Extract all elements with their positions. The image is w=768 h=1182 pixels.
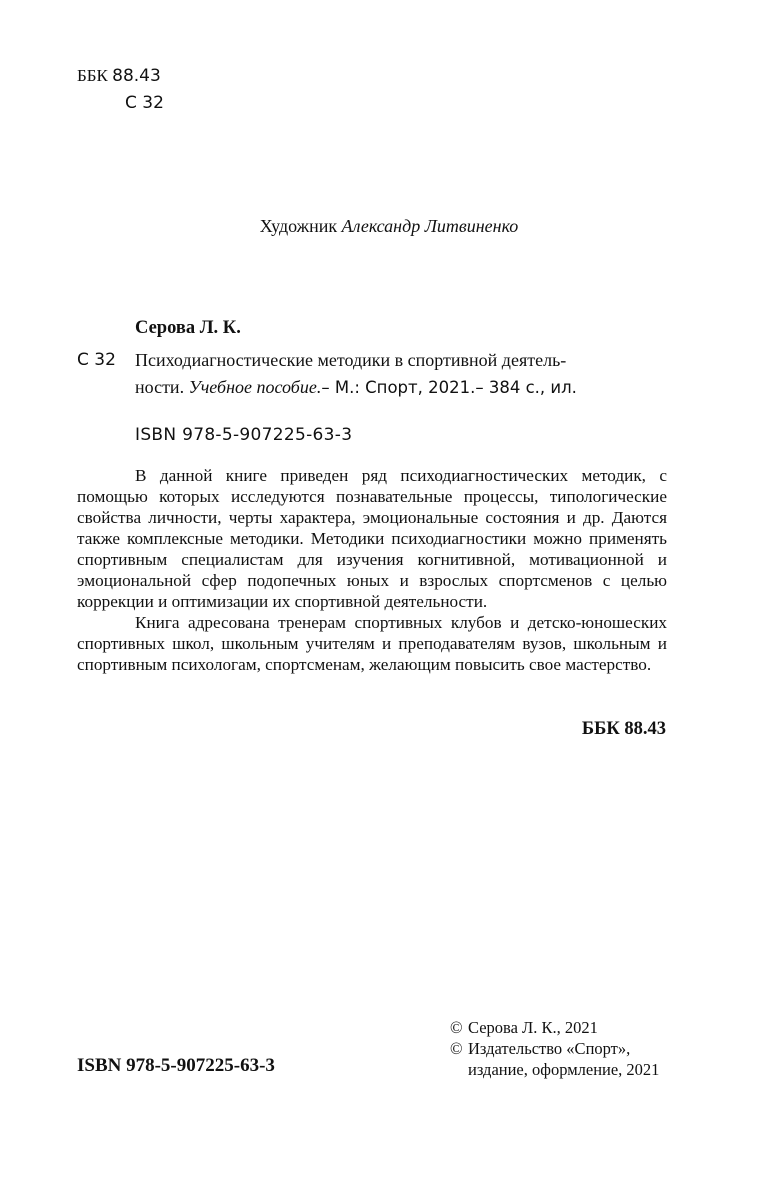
author-heading: Серова Л. К. <box>135 318 241 338</box>
bbk-label: ББК <box>77 66 108 85</box>
isbn-bottom: ISBN 978-5-907225-63-3 <box>77 1055 275 1076</box>
artist-name: Александр Литвиненко <box>341 216 519 236</box>
annotation-paragraph-2: Книга адресована тренерам спортивных клубов и детско-юношеских спортивных школ, школьным учителям и преподавателям вузов, школьным и спортивным психологам, спортсменам, желающим повысить свое мастерство. <box>77 613 667 674</box>
copyright-block <box>450 1017 659 1080</box>
copyright-icon: © <box>450 1039 463 1058</box>
catalog-code: С 32 <box>77 350 116 370</box>
bbk-code: 88.43 <box>112 66 161 86</box>
bbk-classification <box>77 62 164 117</box>
isbn-line: ISBN 978-5-907225-63-3 <box>135 425 353 445</box>
author-sign: С 32 <box>125 93 164 113</box>
bibliographic-description <box>135 347 670 401</box>
book-title-line2: ности. <box>135 377 185 397</box>
copyright-publisher: Издательство «Спорт», <box>468 1039 631 1058</box>
annotation-paragraph-1: В данной книге приведен ряд психодиагностических методик, с помощью которых исследуются познавательные процессы, типологические свойства личности, черты характера, эмоциональные состояния и др. Даются также комплексные методики. Методики психодиагностики можно применять спортивным специалистам для изучения когнитивной, мотивационной и эмоциональной сфер подопечных юных и взрослых спортсменов с целью коррекции и оптимизации их спортивной деятельности. <box>77 466 667 611</box>
copyright-icon: © <box>450 1018 463 1037</box>
copyright-author: Серова Л. К., 2021 <box>468 1018 598 1037</box>
publication-type: Учебное пособие. <box>188 377 322 397</box>
annotation <box>77 465 667 675</box>
artist-role: Художник <box>259 216 338 236</box>
imprint: – М.: Спорт, 2021.– 384 с., ил. <box>321 378 577 397</box>
artist-credit <box>0 216 768 237</box>
book-title-line1: Психодиагностические методики в спортивной деятель- <box>135 350 567 370</box>
bbk-bottom: ББК 88.43 <box>581 719 666 739</box>
copyright-edition: издание, оформление, 2021 <box>468 1060 660 1079</box>
